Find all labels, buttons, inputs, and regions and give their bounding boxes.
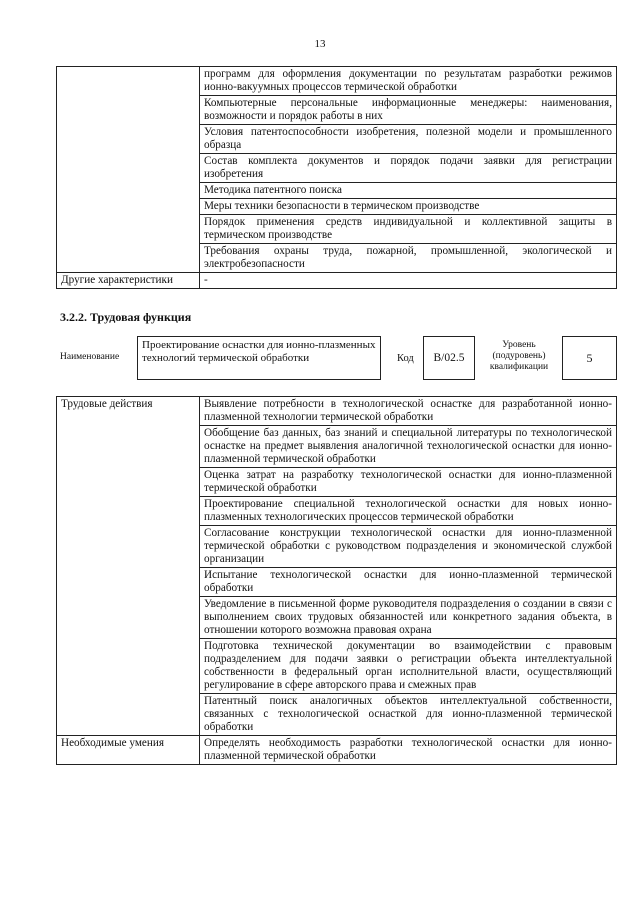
level-label: Уровень (подуровень) квалификации [489,340,549,372]
level-value: 5 [562,336,617,380]
section-heading: 3.2.2. Трудовая функция [60,310,192,324]
knowledge-item: Требования охраны труда, пожарной, промышленной, экологической и электробезопасности [200,244,617,273]
labor-action-item: Согласование конструкции технологической оснастки для ионно-плазменной термической обработки с руководством подразделения и экономической службой организации [200,526,617,568]
other-characteristics-value: - [200,273,617,289]
knowledge-item: Состав комплекта документов и порядок подачи заявки для регистрации изобретения [200,154,617,183]
labor-action-item: Уведомление в письменной форме руководителя подразделения о создании в связи с выполнением своих трудовых обязанностей или конкретного задания объекта, в отношении которого возможна правовая охрана [200,597,617,639]
labor-action-item: Испытание технологической оснастки для ионно-плазменной термической обработки [200,568,617,597]
function-name-box: Проектирование оснастки для ионно-плазменных технологий термической обработки [137,336,381,380]
page-number: 13 [314,38,326,50]
skill-item: Определять необходимость разработки технологической оснастки для ионно-плазменной термической обработки [200,736,617,765]
labor-action-item: Патентный поиск аналогичных объектов интеллектуальной собственности, связанных с технологической оснасткой для ионно-плазменной термической обработки [200,694,617,736]
name-label: Наименование [60,352,120,362]
knowledge-item: Компьютерные персональные информационные менеджеры: наименования, возможности и порядок работы в них [200,96,617,125]
table-row [57,397,617,426]
knowledge-item: Порядок применения средств индивидуальной и коллективной защиты в термическом производстве [200,215,617,244]
code-value: B/02.5 [423,336,475,380]
knowledge-item: программ для оформления документации по результатам разработки режимов ионно-вакуумных процессов термической обработки [200,67,617,96]
table-row [57,273,617,289]
labor-action-item: Выявление потребности в технологической оснастке для разработанной ионно-плазменной технологии термической обработки [200,397,617,426]
knowledge-table-continuation [56,66,617,289]
labor-action-item: Оценка затрат на разработку технологической оснастки для ионно-плазменной термической обработки [200,468,617,497]
skills-label: Необходимые умения [57,736,200,765]
labor-function-table [56,396,617,765]
knowledge-item: Меры техники безопасности в термическом производстве [200,199,617,215]
table-row [57,67,617,96]
empty-label-cell [57,67,200,273]
labor-action-item: Обобщение баз данных, баз знаний и специальной литературы по технологической оснастке на предмет выявления аналогичной технологической оснастки для ионно-плазменной термической обработки [200,426,617,468]
knowledge-item: Методика патентного поиска [200,183,617,199]
table-row [57,736,617,765]
labor-action-item: Проектирование специальной технологической оснастки для новых ионно-плазменных технологических процессов термической обработки [200,497,617,526]
labor-action-item: Подготовка технической документации во взаимодействии с правовым подразделением для подачи заявки о регистрации объекта интеллектуальной собственности в федеральный орган исполнительной власти, осуществляющий регулирование в сфере авторского права и смежных прав [200,639,617,694]
labor-actions-label: Трудовые действия [57,397,200,736]
code-label: Код [397,353,414,364]
knowledge-item: Условия патентоспособности изобретения, полезной модели и промышленного образца [200,125,617,154]
other-characteristics-label: Другие характеристики [57,273,200,289]
